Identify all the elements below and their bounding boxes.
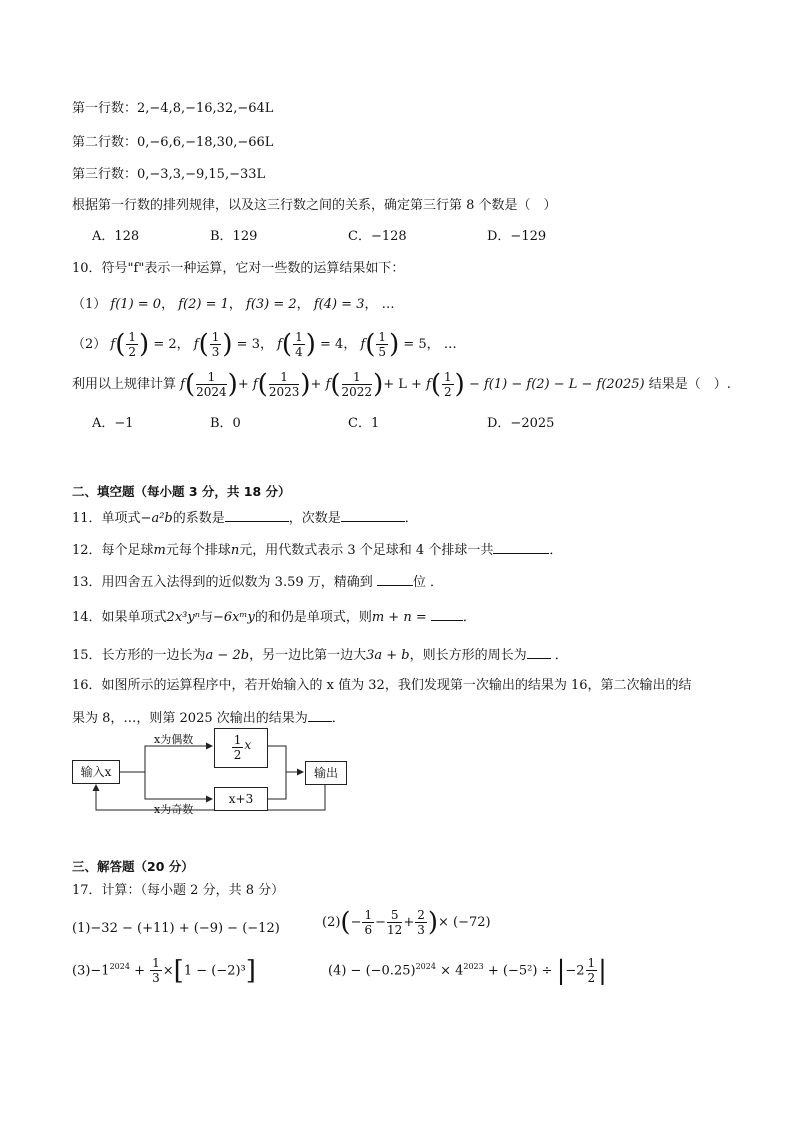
q14-expr2: −6xᵐy [213, 610, 255, 625]
q12-blank[interactable] [493, 540, 549, 554]
q10-res-2: = 2 [153, 337, 177, 352]
q15-blank[interactable] [527, 645, 551, 659]
q17-part3: $(3)-1^{2024}$ + $\frac{1}{3}$ ×[1 − (−2)³] [72, 955, 256, 986]
q17-part1: (1)−32 − (+11) + (−9) − (−12) [72, 921, 280, 936]
q11-blank-degree[interactable] [341, 508, 405, 522]
flowchart-output-box: 输出 [305, 761, 347, 785]
q16-blank[interactable] [308, 708, 332, 722]
q10-calc-prefix: 利用以上规律计算 [72, 377, 177, 392]
q10-den-3: 3 [211, 345, 220, 359]
q9-row1: 第一行数：2,−4,8,−16,32,−64L [72, 101, 274, 116]
q17-stem: 17．计算：（每小题 2 分，共 8 分） [72, 883, 285, 898]
q10-res-3: = 3 [236, 337, 260, 352]
q11: 11．单项式−a²b的系数是 ，次数是 ． [72, 508, 418, 528]
flowchart-input-box: 输入x [72, 760, 120, 784]
q10-calc-den-2024: 2024 [196, 385, 227, 399]
q12: 12．每个足球m元每个排球n元，用代数式表示 3 个足球和 4 个排球一共 ． [72, 540, 562, 560]
q10-option-d[interactable]: D．−2025 [487, 416, 555, 431]
q10-calc-den-2023: 2023 [268, 385, 300, 399]
q10-f4: f(4) = 3 [313, 297, 365, 312]
q10-option-a[interactable]: A．−1 [92, 416, 134, 431]
flowchart [60, 725, 360, 820]
q10-option-c[interactable]: C．1 [348, 416, 380, 431]
q9-row2: 第二行数：0,−6,6,−18,30,−66L [72, 135, 274, 150]
flowchart-odd-label: x为奇数 [154, 803, 194, 816]
q10-res-5: = 5 [403, 337, 427, 352]
q10-res-4: = 4 [320, 337, 344, 352]
q14-blank[interactable] [431, 607, 463, 621]
q10-line1-prefix: （1） [72, 297, 107, 312]
q10-line2: （2） f( $\frac{1}{2}$ ) = 2， f( $\frac{1}{3}$ ) = 3， f( $\frac{1}{4}$ ) = 4， f( $\frac{1}{5}$ ) = 5， … [72, 329, 457, 360]
q16-line2: 果为 8，…，则第 2025 次输出的结果为 ． [72, 708, 345, 728]
q9-option-c[interactable]: C．−128 [348, 229, 407, 244]
q9-option-d[interactable]: D．−129 [487, 229, 547, 244]
q9-option-a[interactable]: A．128 [92, 229, 140, 244]
q10-calc-den-2022: 2022 [341, 385, 373, 399]
section3-title: 三、解答题（20 分） [72, 859, 194, 874]
q13-blank[interactable] [377, 572, 413, 586]
flowchart-even-label: x为偶数 [154, 733, 194, 746]
q10-stem: 10．符号"f"表示一种运算，它对一些数的运算结果如下： [72, 261, 405, 276]
q15: 15．长方形的一边长为a − 2b，另一边比第一边大3a + b，则长方形的周长为 ． [72, 645, 568, 665]
flowchart-plus3-box: x+3 [214, 787, 268, 811]
flowchart-half-box: $\frac{1}{2}$ x [214, 728, 268, 768]
q10-den-4: 4 [295, 345, 303, 359]
q17-part2: (2)(− $\frac{1}{6}$ − $\frac{5}{12}$ + $\frac{2}{3}$ )× (−72) [322, 907, 491, 938]
q10-line1-ellipsis: … [381, 297, 395, 312]
q10-option-b[interactable]: B．0 [210, 416, 241, 431]
q10-line2-prefix: （2） [72, 337, 107, 352]
q10-line1: （1） f(1) = 0， f(2) = 1， f(3) = 2， f(4) = 3， … [72, 297, 395, 312]
q16-line1: 16．如图所示的运算程序中，若开始输入的 x 值为 32，我们发现第一次输出的结果为 16，第二次输出的结 [72, 678, 692, 693]
q10-den-5: 5 [378, 345, 387, 359]
q11-expr: −a²b [140, 511, 173, 526]
q10-f3: f(3) = 2 [246, 297, 297, 312]
q13: 13．用四舍五入法得到的近似数为 3.59 万，精确到 位 ． [72, 572, 443, 592]
q14: 14．如果单项式2x³yⁿ与−6xᵐy的和仍是单项式，则m + n = ． [72, 607, 476, 627]
q9-row3: 第三行数：0,−3,3,−9,15,−33L [72, 167, 266, 182]
q9-stem: 根据第一行数的排列规律，以及这三行数之间的关系，确定第三行第 8 个数是（ ） [72, 198, 557, 213]
section2-title: 二、填空题（每小题 3 分，共 18 分） [72, 484, 291, 499]
q10-calc: 利用以上规律计算 f( $\frac{1}{2024}$ )+ f( $\frac{1}{2023}$ )+ f( $\frac{1}{2022}$ )+ L + f( $\frac{1}{2}$ ) − f(1) − f(2) − L − f(2025) 结果是（ ）. [72, 369, 731, 400]
q10-f2: f(2) = 1 [178, 297, 229, 312]
q10-calc-suffix: 结果是（ ）. [648, 377, 731, 392]
q10-calc-tail: − f(1) − f(2) − L − f(2025) [468, 377, 645, 392]
q14-expr1: 2x³yⁿ [166, 610, 200, 625]
q17-part4: $(4) - (-0.25)^{2024} \times 4^{2023} + (-5^2) \div |-2$ $\frac{1}{2}$ | [328, 955, 607, 986]
q10-f1: f(1) = 0 [110, 297, 162, 312]
q10-line2-ellipsis: … [443, 337, 457, 352]
q11-blank-coefficient[interactable] [225, 508, 289, 522]
q10-den-2: 2 [128, 345, 137, 359]
q9-option-b[interactable]: B．129 [210, 229, 258, 244]
